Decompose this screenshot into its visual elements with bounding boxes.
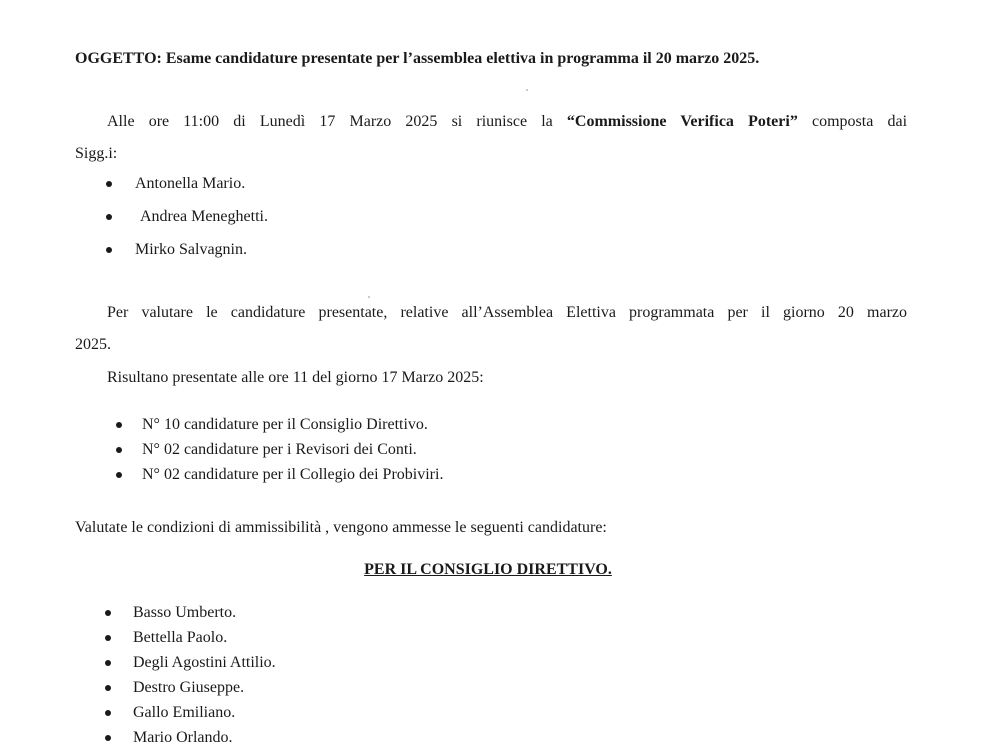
bullet-icon [116,422,122,428]
candidature-counts-list [112,414,443,489]
list-item: Destro Giuseppe. [100,677,276,702]
scan-speck [526,89,528,91]
list-item: Mirko Salvagnin. [100,237,268,270]
bullet-icon [105,710,111,716]
bullet-icon [105,735,111,741]
admitted-candidates-list [100,602,276,750]
evaluate-line-1: Per valutare le candidature presentate, relative all’Assemblea Elettiva programmata per il giorno 20 marzo [107,304,907,321]
bullet-icon [105,685,111,691]
admitted-intro-text: Valutate le condizioni di ammissibilità , vengono ammesse le seguenti candidature: [75,519,607,536]
list-item: Andrea Meneghetti. [100,204,268,237]
list-item: N° 10 candidature per il Consiglio Direttivo. [112,414,443,439]
intro-paragraph [75,106,907,170]
bullet-icon [105,635,111,641]
list-item: Antonella Mario. [100,171,268,204]
bullet-icon [106,181,112,187]
intro-text-end: composta dai [797,113,908,130]
list-item: Mario Orlando. [100,727,276,750]
bullet-icon [106,247,112,253]
list-item: Degli Agostini Attilio. [100,652,276,677]
bullet-icon [106,214,112,220]
commission-name: “Commissione Verifica Poteri” [566,113,798,130]
intro-text-start: Alle ore 11:00 di Lunedì 17 Marzo 2025 si riunisce la [107,113,567,130]
presented-text: Risultano presentate alle ore 11 del giorno 17 Marzo 2025: [107,369,484,386]
evaluate-line-2: 2025. [75,336,111,353]
bullet-icon [105,610,111,616]
subject-label: OGGETTO: [75,50,162,67]
list-item: Gallo Emiliano. [100,702,276,727]
list-item: Basso Umberto. [100,602,276,627]
section-title: PER IL CONSIGLIO DIRETTIVO. [364,561,612,578]
scan-speck [368,296,370,298]
intro-line-2: Sigg.i: [75,145,118,162]
list-item: N° 02 candidature per i Revisori dei Conti. [112,439,443,464]
commission-members-list [100,171,268,270]
bullet-icon [116,472,122,478]
list-item: N° 02 candidature per il Collegio dei Probiviri. [112,464,443,489]
bullet-icon [116,447,122,453]
subject-text: Esame candidature presentate per l’assemblea elettiva in programma il 20 marzo 2025. [161,50,760,67]
intro-line-1 [75,106,907,138]
evaluate-paragraph [75,297,907,361]
list-item: Bettella Paolo. [100,627,276,652]
bullet-icon [105,660,111,666]
subject-line [75,50,759,68]
